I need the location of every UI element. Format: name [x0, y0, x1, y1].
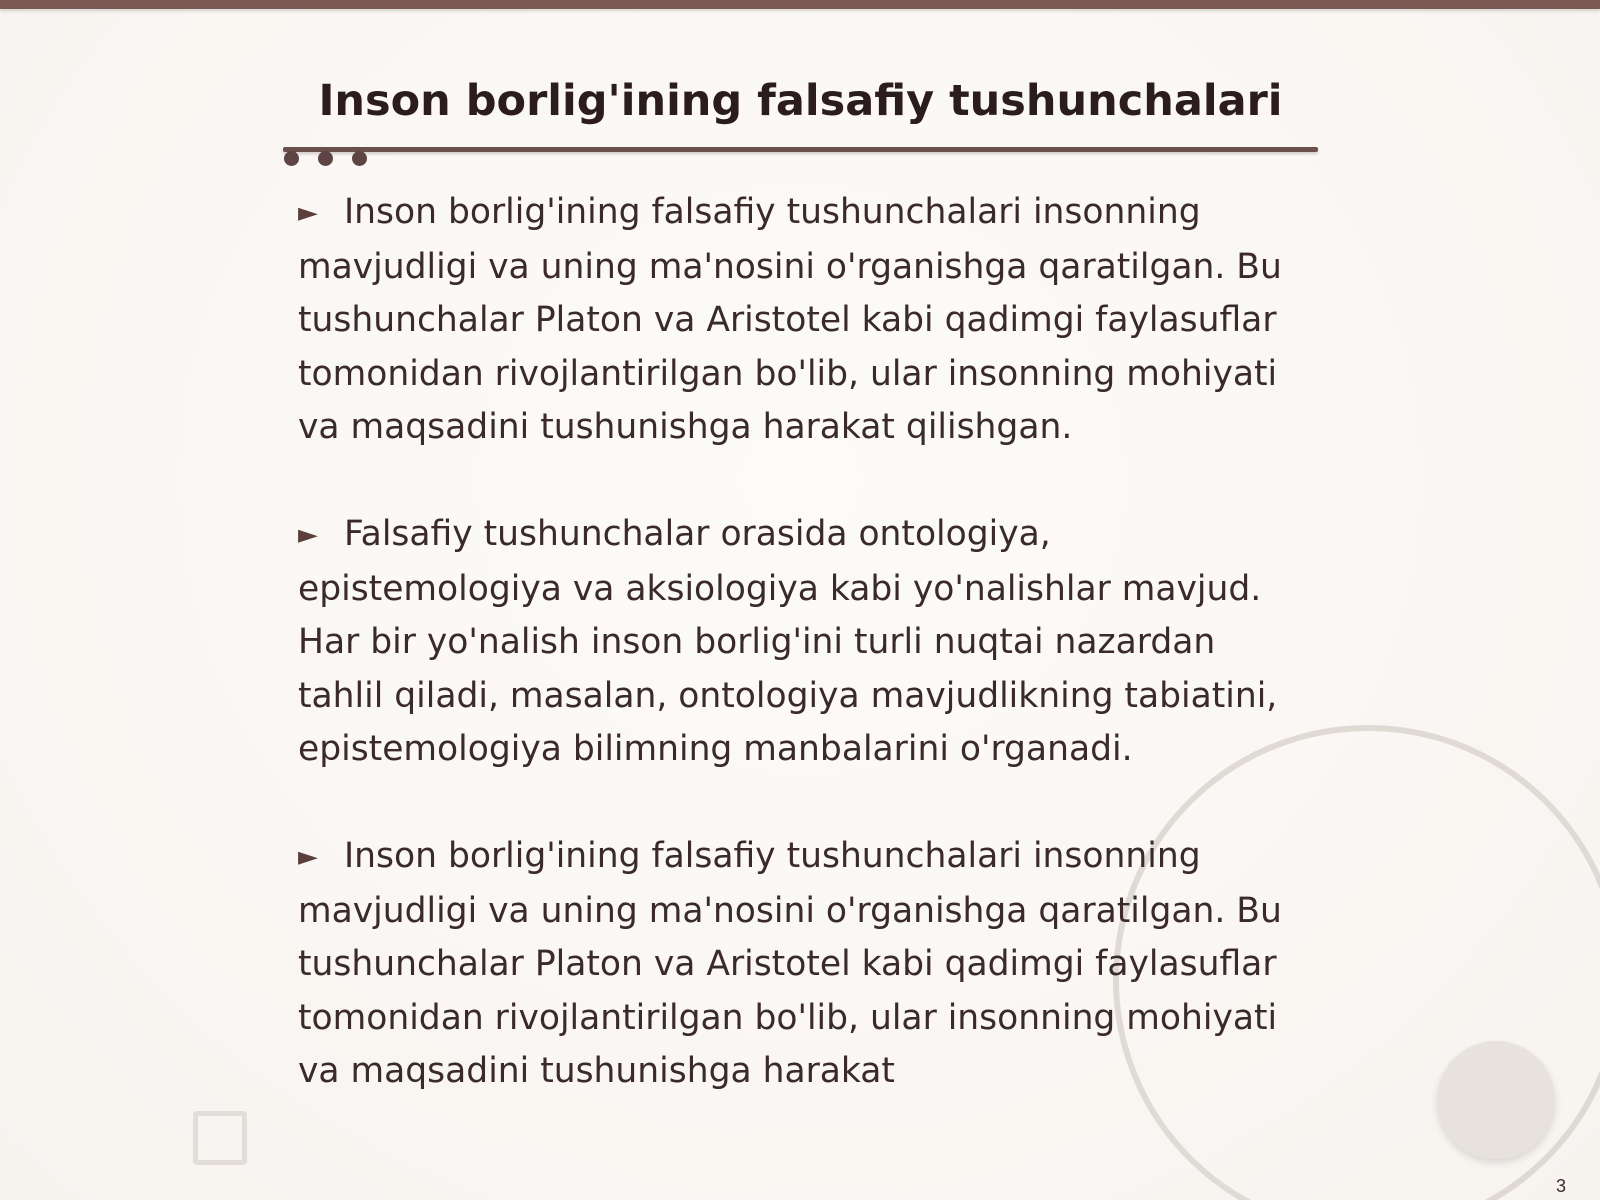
title-dot [352, 151, 367, 166]
bullet-arrow-icon: ► [298, 520, 318, 550]
slide-body [298, 186, 1308, 1152]
paragraph-text: Falsafiy tushunchalar orasida ontologiya, epistemologiya va aksiologiya kabi yo'nalishlar mavjud. Har bir yo'nalish inson borlig'ini turli nuqtai nazardan tahlil qiladi, masalan, ontologiya mavjudlikning tabiatini, epistemologiya bilimning manbalarini o'rganadi. [298, 514, 1278, 769]
top-accent-bar [0, 0, 1600, 9]
bullet-arrow-icon: ► [298, 842, 318, 872]
paragraph-text: Inson borlig'ining falsafiy tushunchalari insonning mavjudligi va uning ma'nosini o'rganishga qaratilgan. Bu tushunchalar Platon va Aristotel kabi qadimgi faylasuflar tomonidan rivojlantirilgan bo'lib, ular insonning mohiyati va maqsadini tushunishga harakat [298, 836, 1282, 1091]
bullet-paragraph-3 [298, 830, 1308, 1099]
decorative-square [193, 1111, 247, 1165]
title-dot [318, 151, 333, 166]
decorative-disc [1437, 1041, 1555, 1159]
paragraph-text: Inson borlig'ining falsafiy tushunchalari insonning mavjudligi va uning ma'nosini o'rganishga qaratilgan. Bu tushunchalar Platon va Aristotel kabi qadimgi faylasuflar tomonidan rivojlantirilgan bo'lib, ular insonning mohiyati va maqsadini tushunishga harakat qilishgan. [298, 192, 1282, 447]
title-dot [284, 151, 299, 166]
bullet-paragraph-1 [298, 186, 1308, 455]
page-number: 3 [1556, 1176, 1567, 1196]
slide-title: Inson borlig'ining falsafiy tushunchalari [318, 76, 1283, 126]
bullet-arrow-icon: ► [298, 198, 318, 228]
title-underline [283, 147, 1318, 152]
bullet-paragraph-2 [298, 508, 1308, 777]
